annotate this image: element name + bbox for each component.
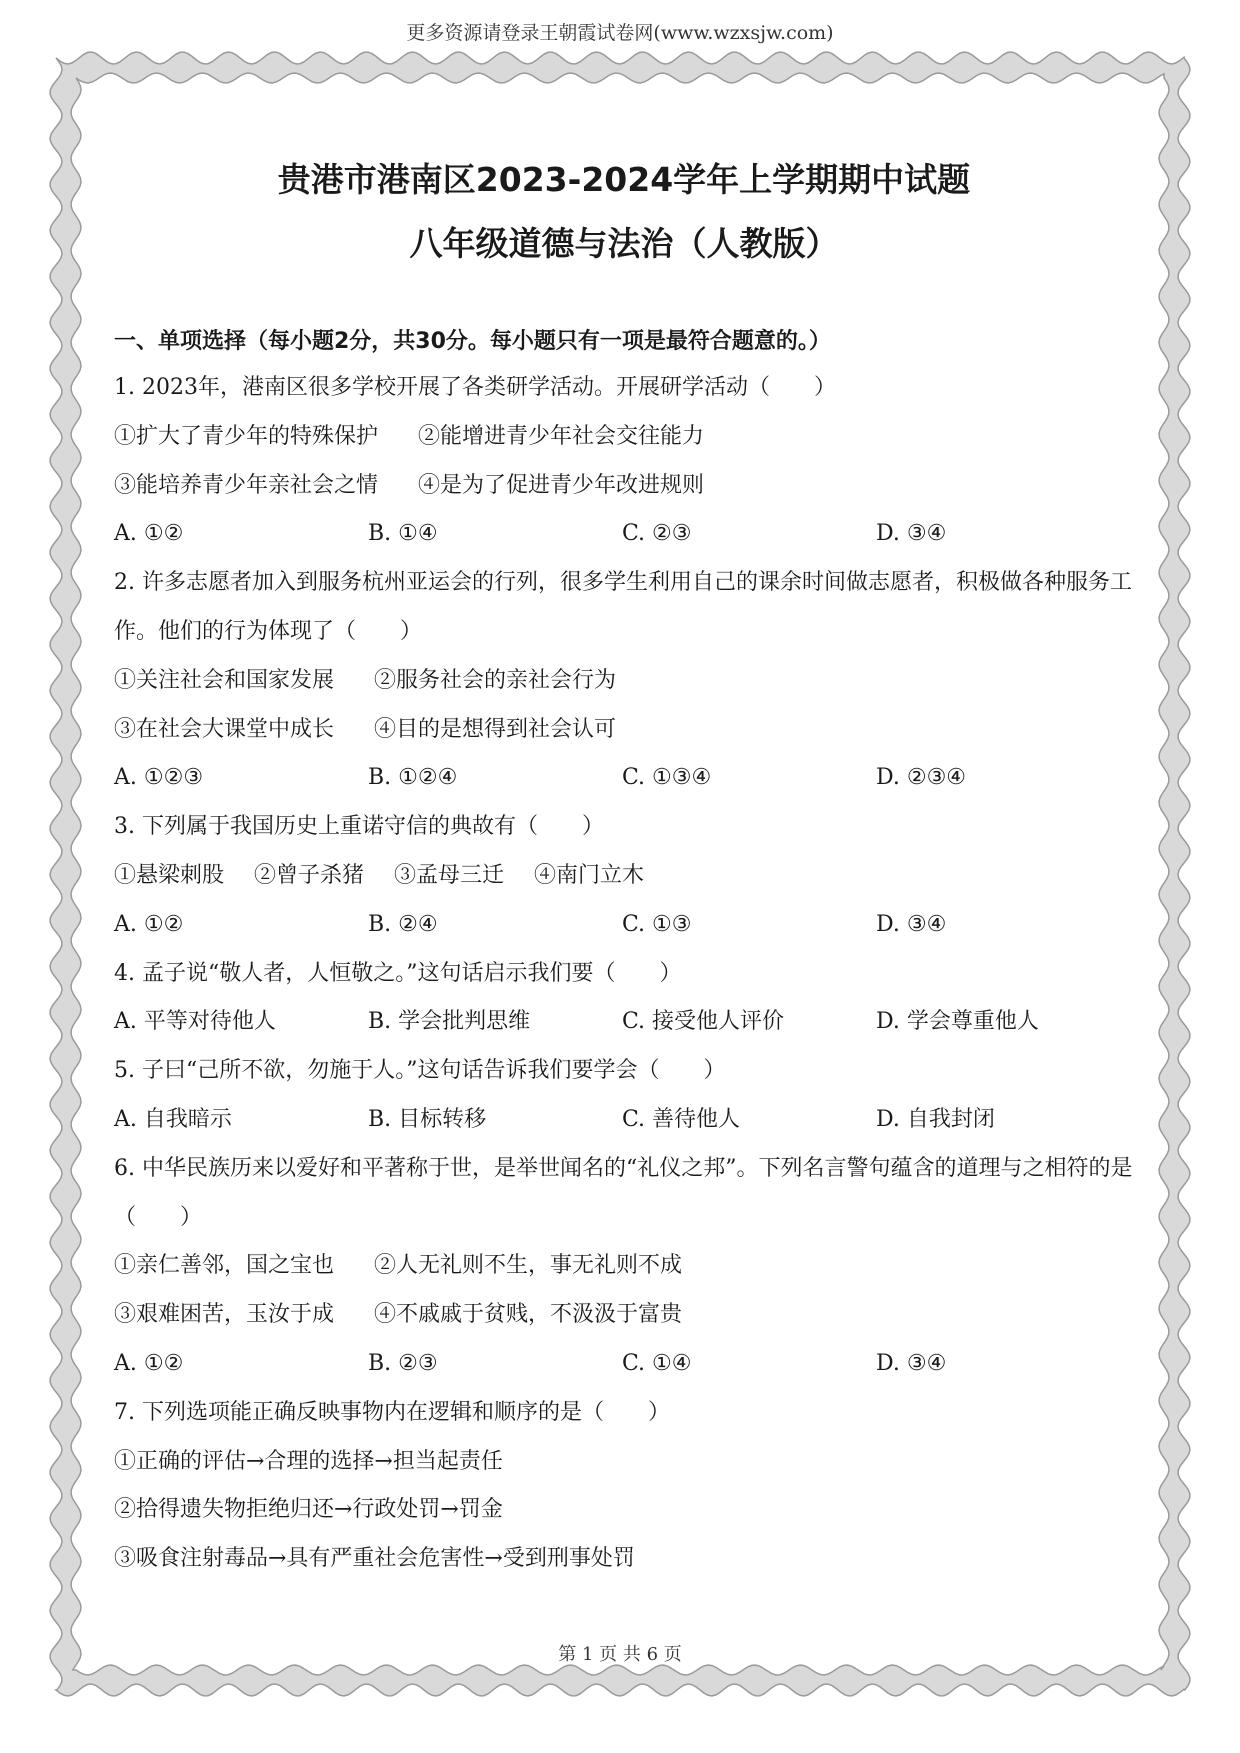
statement-row: [114, 1291, 1134, 1340]
answer-options: [114, 1340, 1134, 1389]
answer-option: B. ②③: [368, 1350, 438, 1376]
statement-row: [114, 462, 1134, 511]
statement-item: ①扩大了青少年的特殊保护: [114, 423, 379, 449]
statement-row: [114, 852, 1134, 901]
statement-row: [114, 1535, 1134, 1584]
statement-row: [114, 706, 1134, 755]
statement-row: [114, 1242, 1134, 1291]
answer-option: A. ①②: [114, 521, 184, 547]
answer-option: D. 学会尊重他人: [876, 1009, 1039, 1035]
statement-item: ①悬梁刺股: [114, 862, 225, 888]
answer-option: D. ②③④: [876, 765, 967, 791]
answer-option: A. ①②③: [114, 765, 204, 791]
answer-option: D. ③④: [876, 1350, 947, 1376]
statement-item: ③能培养青少年亲社会之情: [114, 472, 379, 498]
answer-options: [114, 998, 1134, 1047]
answer-option: C. ②③: [622, 521, 692, 547]
exam-title: 贵港市港南区2023-2024学年上学期期中试题: [277, 160, 971, 199]
question-stem: 2. 许多志愿者加入到服务杭州亚运会的行列，很多学生利用自己的课余时间做志愿者，积极做各种服务工作。他们的行为体现了（ ）: [114, 570, 1132, 644]
statement-item: ③孟母三迁: [394, 862, 505, 888]
answer-options: [114, 901, 1134, 950]
statement-item: ②能增进青少年社会交往能力: [418, 423, 705, 449]
exam-page: [114, 150, 1134, 1584]
statement-row: [114, 413, 1134, 462]
answer-option: B. ①④: [368, 521, 438, 547]
statement-item: ①关注社会和国家发展: [114, 667, 335, 693]
statement-row: [114, 1486, 1134, 1535]
answer-option: A. ①②: [114, 911, 184, 937]
page-footer: 第 1 页 共 6 页: [558, 1644, 682, 1665]
statement-item: ②曾子杀猪: [254, 862, 365, 888]
question-stem: 3. 下列属于我国历史上重诺守信的典故有（ ）: [114, 814, 604, 840]
statement-item: ②人无礼则不生，事无礼则不成: [374, 1253, 683, 1279]
answer-option: B. ①②④: [368, 765, 458, 791]
answer-option: D. ③④: [876, 521, 947, 547]
answer-option: C. ①③: [622, 911, 692, 937]
answer-option: D. ③④: [876, 911, 947, 937]
answer-options: [114, 754, 1134, 803]
statement-item: ②拾得遗失物拒绝归还→行政处罚→罚金: [114, 1497, 503, 1523]
answer-option: D. 自我封闭: [876, 1106, 995, 1132]
answer-option: A. ①②: [114, 1350, 184, 1376]
answer-options: [114, 1096, 1134, 1145]
answer-option: C. ①④: [622, 1350, 692, 1376]
answer-option: A. 平等对待他人: [114, 1009, 276, 1035]
statement-row: [114, 657, 1134, 706]
answer-option: C. ①③④: [622, 765, 712, 791]
statement-item: ③在社会大课堂中成长: [114, 716, 335, 742]
exam-subtitle: 八年级道德与法治（人教版）: [409, 224, 839, 263]
section-heading: 一、单项选择（每小题2分，共30分。每小题只有一项是最符合题意的。）: [114, 329, 831, 354]
question-stem: 4. 孟子说“敬人者，人恒敬之。”这句话启示我们要（ ）: [114, 960, 682, 986]
answer-option: B. 学会批判思维: [368, 1009, 531, 1035]
statement-row: [114, 1438, 1134, 1487]
answer-option: C. 接受他人评价: [622, 1009, 785, 1035]
statement-item: ③艰难困苦，玉汝于成: [114, 1302, 335, 1328]
question-stem: 6. 中华民族历来以爱好和平著称于世，是举世闻名的“礼仪之邦”。下列名言警句蕴含的道理与之相符的是（ ）: [114, 1155, 1133, 1230]
answer-option: B. ②④: [368, 911, 438, 937]
question-stem: 5. 子曰“己所不欲，勿施于人。”这句话告诉我们要学会（ ）: [114, 1058, 726, 1084]
answer-option: C. 善待他人: [622, 1106, 741, 1132]
statement-item: ④目的是想得到社会认可: [374, 716, 617, 742]
question-list: [114, 364, 1134, 1584]
statement-item: ③吸食注射毒品→具有严重社会危害性→受到刑事处罚: [114, 1546, 635, 1572]
question-stem: 7. 下列选项能正确反映事物内在逻辑和顺序的是（ ）: [114, 1399, 670, 1425]
statement-item: ②服务社会的亲社会行为: [374, 667, 617, 693]
statement-item: ④南门立木: [534, 862, 645, 888]
statement-item: ④是为了促进青少年改进规则: [418, 472, 705, 498]
answer-options: [114, 510, 1134, 559]
statement-item: ①亲仁善邻，国之宝也: [114, 1253, 335, 1279]
header-watermark: 更多资源请登录王朝霞试卷网(www.wzxsjw.com): [406, 22, 834, 44]
answer-option: A. 自我暗示: [114, 1106, 232, 1132]
statement-item: ④不戚戚于贫贱，不汲汲于富贵: [374, 1302, 683, 1328]
question-stem: 1. 2023年，港南区很多学校开展了各类研学活动。开展研学活动（ ）: [114, 375, 836, 400]
statement-item: ①正确的评估→合理的选择→担当起责任: [114, 1448, 503, 1474]
answer-option: B. 目标转移: [368, 1106, 487, 1132]
